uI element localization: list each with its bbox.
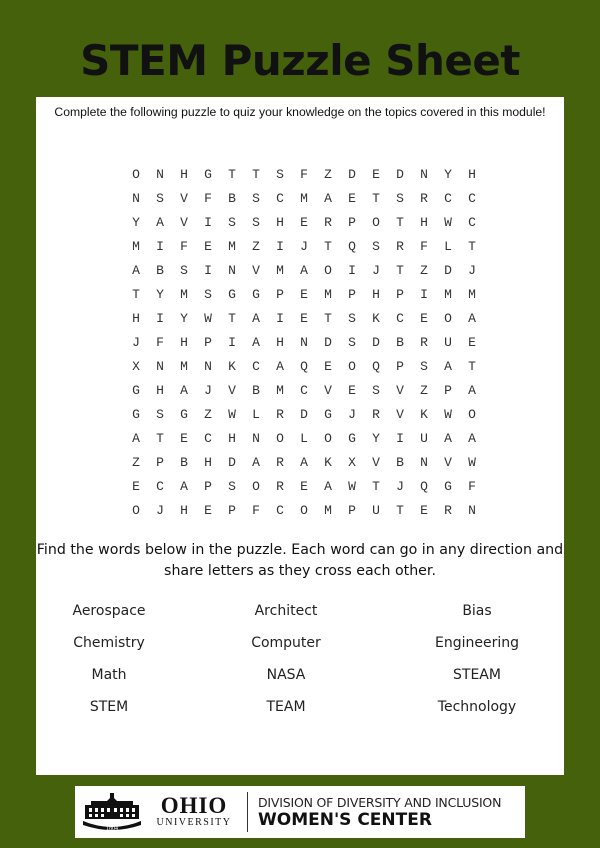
grid-letter: A (252, 311, 260, 326)
grid-letter: E (180, 431, 188, 446)
grid-letter: A (468, 383, 476, 398)
grid-letter: R (276, 407, 284, 422)
grid-letter: E (204, 503, 212, 518)
grid-letter: U (372, 503, 380, 518)
ohio-wordmark: OHIO (160, 793, 228, 818)
grid-letter: A (324, 191, 332, 206)
grid-letter: B (180, 455, 188, 470)
word-list-item: STEAM (453, 667, 501, 683)
page-title: STEM Puzzle Sheet (80, 36, 520, 85)
grid-letter: V (180, 191, 188, 206)
grid-letter: K (372, 311, 380, 326)
grid-letter: I (204, 215, 212, 230)
grid-letter: P (444, 383, 452, 398)
grid-letter: O (348, 359, 356, 374)
grid-letter: W (204, 311, 212, 326)
grid-letter: Q (300, 359, 308, 374)
grid-letter: T (372, 191, 380, 206)
grid-letter: D (396, 167, 404, 182)
grid-letter: V (252, 263, 260, 278)
grid-letter: E (468, 335, 476, 350)
grid-letter: Q (420, 479, 428, 494)
grid-letter: D (444, 263, 452, 278)
grid-letter: P (348, 503, 356, 518)
grid-letter: S (252, 191, 260, 206)
grid-letter: V (396, 383, 404, 398)
grid-letter: Z (420, 383, 428, 398)
grid-letter: M (276, 263, 284, 278)
grid-letter: E (348, 383, 356, 398)
grid-letter: A (468, 431, 476, 446)
grid-letter: M (468, 287, 476, 302)
grid-letter: I (204, 263, 212, 278)
grid-letter: T (324, 239, 332, 254)
grid-letter: T (156, 431, 164, 446)
grid-letter: G (324, 407, 332, 422)
grid-letter: R (420, 191, 428, 206)
grid-letter: S (252, 215, 260, 230)
grid-letter: W (444, 215, 452, 230)
grid-letter: F (204, 191, 212, 206)
intro-text: Complete the following puzzle to quiz your knowledge on the topics covered in this module! (54, 105, 546, 119)
grid-letter: N (420, 167, 428, 182)
grid-letter: D (372, 335, 380, 350)
grid-letter: O (372, 215, 380, 230)
instructions-text: Find the words below in the puzzle. Each word can go in any direction and share letters as they cross each other. (36, 542, 564, 579)
grid-letter: G (228, 287, 236, 302)
grid-letter: Z (324, 167, 332, 182)
grid-letter: G (132, 407, 140, 422)
division-name: DIVISION OF DIVERSITY AND INCLUSION (258, 794, 502, 810)
grid-letter: B (252, 383, 260, 398)
grid-letter: O (324, 431, 332, 446)
grid-letter: J (156, 503, 164, 518)
grid-letter: B (396, 455, 404, 470)
grid-letter: C (444, 191, 452, 206)
grid-letter: V (324, 383, 332, 398)
word-list-item: NASA (266, 667, 306, 683)
grid-letter: O (132, 503, 140, 518)
grid-letter: C (276, 503, 284, 518)
grid-letter: J (132, 335, 140, 350)
grid-letter: O (276, 431, 284, 446)
grid-letter: P (348, 287, 356, 302)
grid-letter: A (132, 263, 140, 278)
grid-letter: I (228, 335, 236, 350)
word-list-item: Technology (437, 699, 517, 715)
grid-letter: M (180, 287, 188, 302)
grid-letter: T (252, 167, 260, 182)
grid-letter: J (396, 479, 404, 494)
grid-letter: D (228, 455, 236, 470)
grid-letter: R (444, 503, 452, 518)
grid-letter: T (396, 215, 404, 230)
grid-letter: E (300, 311, 308, 326)
grid-letter: Y (372, 431, 380, 446)
grid-letter: M (324, 503, 332, 518)
grid-letter: W (228, 407, 236, 422)
grid-letter: S (204, 287, 212, 302)
grid-letter: F (468, 479, 476, 494)
grid-letter: T (132, 287, 140, 302)
grid-letter: N (204, 359, 212, 374)
grid-letter: S (372, 239, 380, 254)
grid-letter: J (204, 383, 212, 398)
word-list-item: Aerospace (72, 603, 146, 619)
word-list-item: Chemistry (73, 635, 145, 651)
grid-letter: Q (372, 359, 380, 374)
grid-letter: A (324, 479, 332, 494)
grid-letter: T (396, 503, 404, 518)
grid-letter: Z (204, 407, 212, 422)
grid-letter: C (300, 383, 308, 398)
grid-letter: S (420, 359, 428, 374)
center-name: WOMEN'S CENTER (258, 809, 432, 830)
grid-letter: P (396, 287, 404, 302)
grid-letter: Y (156, 287, 164, 302)
grid-letter: P (276, 287, 284, 302)
grid-letter: H (180, 167, 188, 182)
grid-letter: K (228, 359, 236, 374)
grid-letter: V (228, 383, 236, 398)
grid-letter: T (228, 167, 236, 182)
grid-letter: N (300, 335, 308, 350)
grid-letter: T (324, 311, 332, 326)
word-list (36, 603, 564, 731)
grid-letter: N (252, 431, 260, 446)
grid-letter: S (348, 335, 356, 350)
grid-letter: T (228, 311, 236, 326)
grid-letter: O (132, 167, 140, 182)
grid-letter: R (420, 335, 428, 350)
grid-letter: E (204, 239, 212, 254)
grid-letter: Y (132, 215, 140, 230)
grid-letter: V (372, 455, 380, 470)
grid-letter: A (444, 431, 452, 446)
word-list-item: TEAM (266, 699, 306, 715)
grid-letter: M (300, 191, 308, 206)
grid-letter: H (204, 455, 212, 470)
grid-letter: A (180, 383, 188, 398)
grid-letter: Y (444, 167, 452, 182)
grid-letter: G (252, 287, 260, 302)
grid-letter: S (276, 167, 284, 182)
grid-letter: U (420, 431, 428, 446)
grid-letter: N (132, 191, 140, 206)
grid-letter: G (132, 383, 140, 398)
word-list-item: Computer (251, 635, 321, 651)
grid-letter: J (300, 239, 308, 254)
grid-letter: W (468, 455, 476, 470)
grid-letter: E (324, 359, 332, 374)
grid-letter: G (444, 479, 452, 494)
grid-letter: H (276, 215, 284, 230)
grid-letter: O (468, 407, 476, 422)
grid-letter: I (156, 239, 164, 254)
grid-letter: E (300, 215, 308, 230)
grid-letter: H (276, 335, 284, 350)
grid-letter: O (324, 263, 332, 278)
grid-letter: I (276, 311, 284, 326)
grid-letter: A (252, 335, 260, 350)
grid-letter: H (372, 287, 380, 302)
word-list-item: STEM (89, 699, 129, 715)
grid-letter: A (156, 215, 164, 230)
grid-letter: A (180, 479, 188, 494)
grid-letter: A (300, 455, 308, 470)
grid-letter: E (132, 479, 140, 494)
svg-text:1804: 1804 (106, 826, 118, 832)
grid-letter: C (252, 359, 260, 374)
grid-letter: Z (252, 239, 260, 254)
grid-letter: U (444, 335, 452, 350)
university-wordmark: UNIVERSITY (156, 817, 232, 828)
grid-letter: Y (180, 311, 188, 326)
grid-letter: J (348, 407, 356, 422)
grid-letter: C (468, 215, 476, 230)
grid-letter: C (468, 191, 476, 206)
grid-letter: P (348, 215, 356, 230)
word-search-grid (124, 163, 484, 523)
grid-letter: C (396, 311, 404, 326)
footer-logo (75, 786, 525, 838)
grid-letter: X (132, 359, 140, 374)
grid-letter: N (156, 359, 164, 374)
grid-letter: H (156, 383, 164, 398)
grid-letter: R (324, 215, 332, 230)
grid-letter: Z (420, 263, 428, 278)
grid-letter: K (420, 407, 428, 422)
grid-letter: C (276, 191, 284, 206)
grid-letter: B (228, 191, 236, 206)
grid-letter: M (132, 239, 140, 254)
grid-letter: S (180, 263, 188, 278)
grid-letter: E (300, 287, 308, 302)
grid-letter: H (468, 167, 476, 182)
grid-letter: L (444, 239, 452, 254)
grid-letter: F (300, 167, 308, 182)
grid-letter: E (420, 503, 428, 518)
grid-letter: T (372, 479, 380, 494)
word-list-item: Math (91, 667, 127, 683)
grid-letter: S (228, 215, 236, 230)
grid-letter: F (252, 503, 260, 518)
grid-letter: I (276, 239, 284, 254)
grid-letter: C (156, 479, 164, 494)
grid-letter: P (204, 479, 212, 494)
grid-letter: C (204, 431, 212, 446)
grid-letter: N (228, 263, 236, 278)
grid-letter: A (132, 431, 140, 446)
grid-letter: E (420, 311, 428, 326)
grid-letter: S (228, 479, 236, 494)
grid-letter: E (348, 191, 356, 206)
grid-letter: D (348, 167, 356, 182)
grid-letter: I (396, 431, 404, 446)
grid-letter: N (420, 455, 428, 470)
grid-letter: F (420, 239, 428, 254)
grid-letter: V (444, 455, 452, 470)
grid-letter: P (204, 335, 212, 350)
grid-letter: J (468, 263, 476, 278)
grid-letter: V (180, 215, 188, 230)
grid-letter: O (444, 311, 452, 326)
grid-letter: S (348, 311, 356, 326)
grid-letter: B (396, 335, 404, 350)
grid-letter: M (180, 359, 188, 374)
grid-letter: H (132, 311, 140, 326)
grid-letter: V (396, 407, 404, 422)
grid-letter: H (180, 503, 188, 518)
grid-letter: O (252, 479, 260, 494)
word-list-item: Engineering (435, 635, 519, 651)
grid-letter: S (396, 191, 404, 206)
grid-letter: S (372, 383, 380, 398)
grid-letter: I (348, 263, 356, 278)
grid-letter: E (300, 479, 308, 494)
grid-letter: B (156, 263, 164, 278)
grid-letter: P (396, 359, 404, 374)
grid-letter: D (324, 335, 332, 350)
grid-letter: W (444, 407, 452, 422)
grid-letter: F (180, 239, 188, 254)
grid-letter: M (444, 287, 452, 302)
grid-letter: E (372, 167, 380, 182)
grid-letter: S (156, 191, 164, 206)
grid-letter: R (396, 239, 404, 254)
grid-letter: M (228, 239, 236, 254)
grid-letter: X (348, 455, 356, 470)
grid-letter: G (204, 167, 212, 182)
grid-letter: H (420, 215, 428, 230)
grid-letter: J (372, 263, 380, 278)
grid-letter: N (156, 167, 164, 182)
grid-letter: D (300, 407, 308, 422)
grid-letter: F (156, 335, 164, 350)
grid-letter: Z (132, 455, 140, 470)
grid-letter: A (276, 359, 284, 374)
grid-letter: I (156, 311, 164, 326)
grid-letter: K (324, 455, 332, 470)
grid-letter: L (252, 407, 260, 422)
grid-letter: R (276, 455, 284, 470)
grid-letter: L (300, 431, 308, 446)
grid-letter: A (252, 455, 260, 470)
grid-letter: T (468, 359, 476, 374)
grid-letter: Q (348, 239, 356, 254)
grid-letter: N (468, 503, 476, 518)
grid-letter: I (420, 287, 428, 302)
grid-letter: A (444, 359, 452, 374)
grid-letter: M (324, 287, 332, 302)
grid-letter: M (276, 383, 284, 398)
grid-letter: P (228, 503, 236, 518)
grid-letter: G (180, 407, 188, 422)
footer-divider (247, 792, 248, 832)
grid-letter: H (228, 431, 236, 446)
grid-letter: G (348, 431, 356, 446)
puzzle-card (36, 97, 564, 775)
grid-letter: P (156, 455, 164, 470)
grid-letter: A (468, 311, 476, 326)
grid-letter: H (180, 335, 188, 350)
cutler-hall-emblem-icon (79, 789, 145, 835)
grid-letter: O (300, 503, 308, 518)
grid-letter: T (468, 239, 476, 254)
word-list-item: Bias (462, 603, 492, 619)
word-list-item: Architect (254, 603, 318, 619)
grid-letter: W (348, 479, 356, 494)
grid-letter: R (372, 407, 380, 422)
grid-letter: R (276, 479, 284, 494)
grid-letter: S (156, 407, 164, 422)
grid-letter: T (396, 263, 404, 278)
grid-letter: A (300, 263, 308, 278)
